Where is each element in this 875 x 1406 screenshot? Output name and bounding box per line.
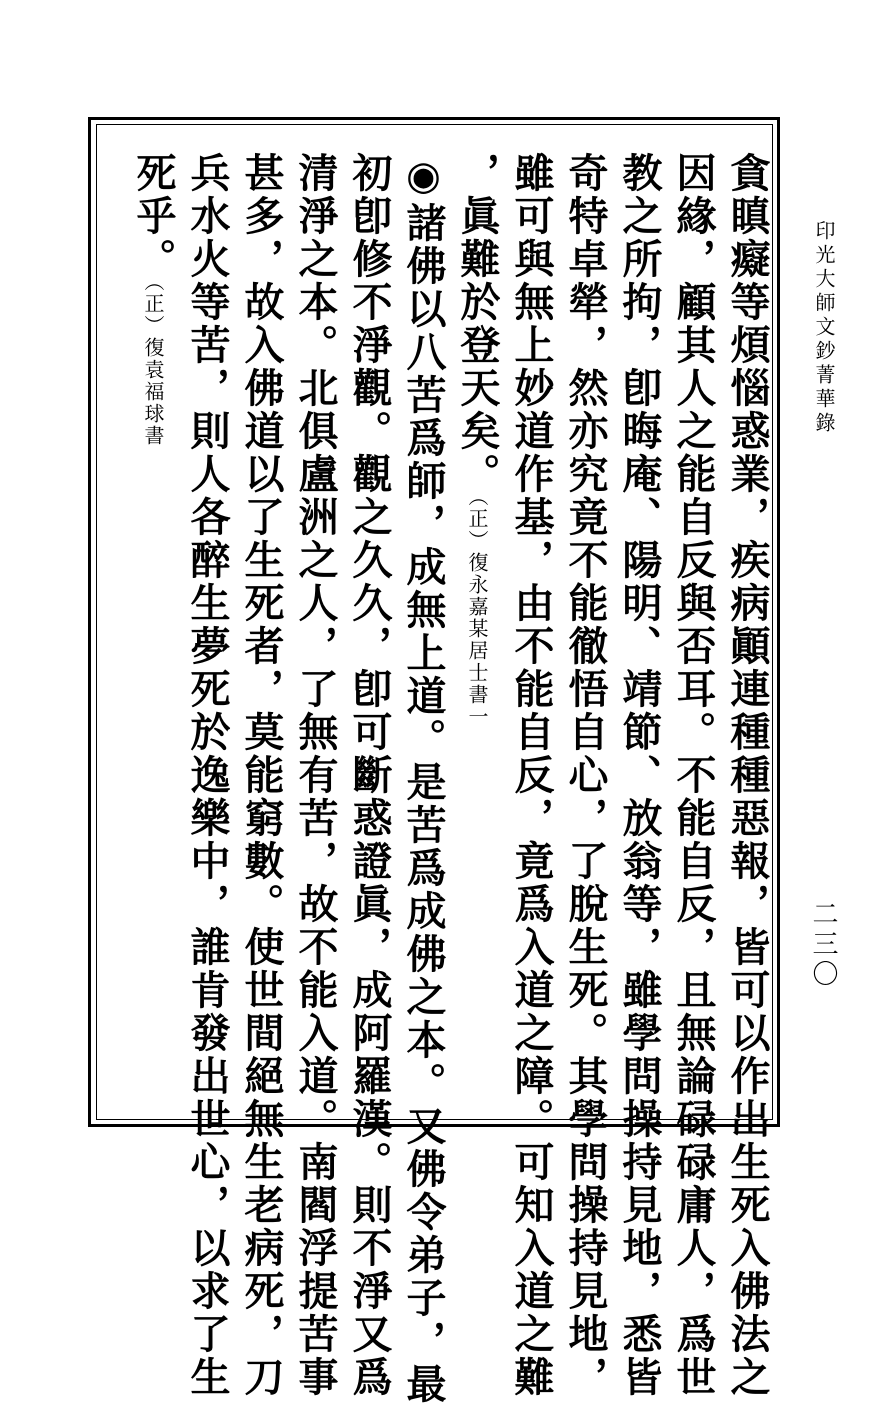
- source-citation-1: （正）復永嘉某居士書一: [465, 496, 489, 728]
- text-column-7: ◉諸佛以八苦爲師，成無上道。是苦爲成佛之本。又佛令弟子，最: [400, 152, 447, 1406]
- text-column-3: 教之所拘，卽晦庵、陽明、靖節、放翁等，雖學問操持見地，悉皆: [616, 152, 663, 1399]
- text-column-4: 奇特卓犖，然亦究竟不能徹悟自心，了脫生死。其學問操持見地，: [562, 152, 609, 1399]
- text-column-6: [448, 152, 506, 728]
- text-column-5: 雖可與無上妙道作基，由不能自反，竟爲入道之障。可知入道之難: [508, 152, 555, 1399]
- text-column-12: [124, 152, 182, 447]
- text-column-8: 初卽修不淨觀。觀之久久，卽可斷惑證眞，成阿羅漢。則不淨又爲: [346, 152, 393, 1399]
- text-column-10: 甚多，故入佛道以了生死者，莫能窮數。使世間絕無生老病死，刀: [238, 152, 285, 1399]
- text-column-11: 兵水火等苦，則人各醉生夢死於逸樂中，誰肯發出世心，以求了生: [184, 152, 231, 1399]
- text-column-6-body: ，眞難於登天矣。: [454, 152, 501, 496]
- text-column-1: 貪瞋癡等煩惱惑業，疾病顚連種種惡報，皆可以作出生死入佛法之: [724, 152, 771, 1399]
- text-column-2: 因緣，顧其人之能自反與否耳。不能自反，且無論碌碌庸人，爲世: [670, 152, 717, 1399]
- text-column-12-body: 死乎。: [130, 152, 177, 281]
- source-citation-2: （正）復袁福球書: [141, 281, 165, 447]
- page-number: 二三〇: [808, 900, 838, 990]
- text-column-9: 清淨之本。北俱盧洲之人，了無有苦，故不能入道。南閻浮提苦事: [292, 152, 339, 1399]
- book-title: 印光大師文鈔菁華錄: [812, 220, 836, 436]
